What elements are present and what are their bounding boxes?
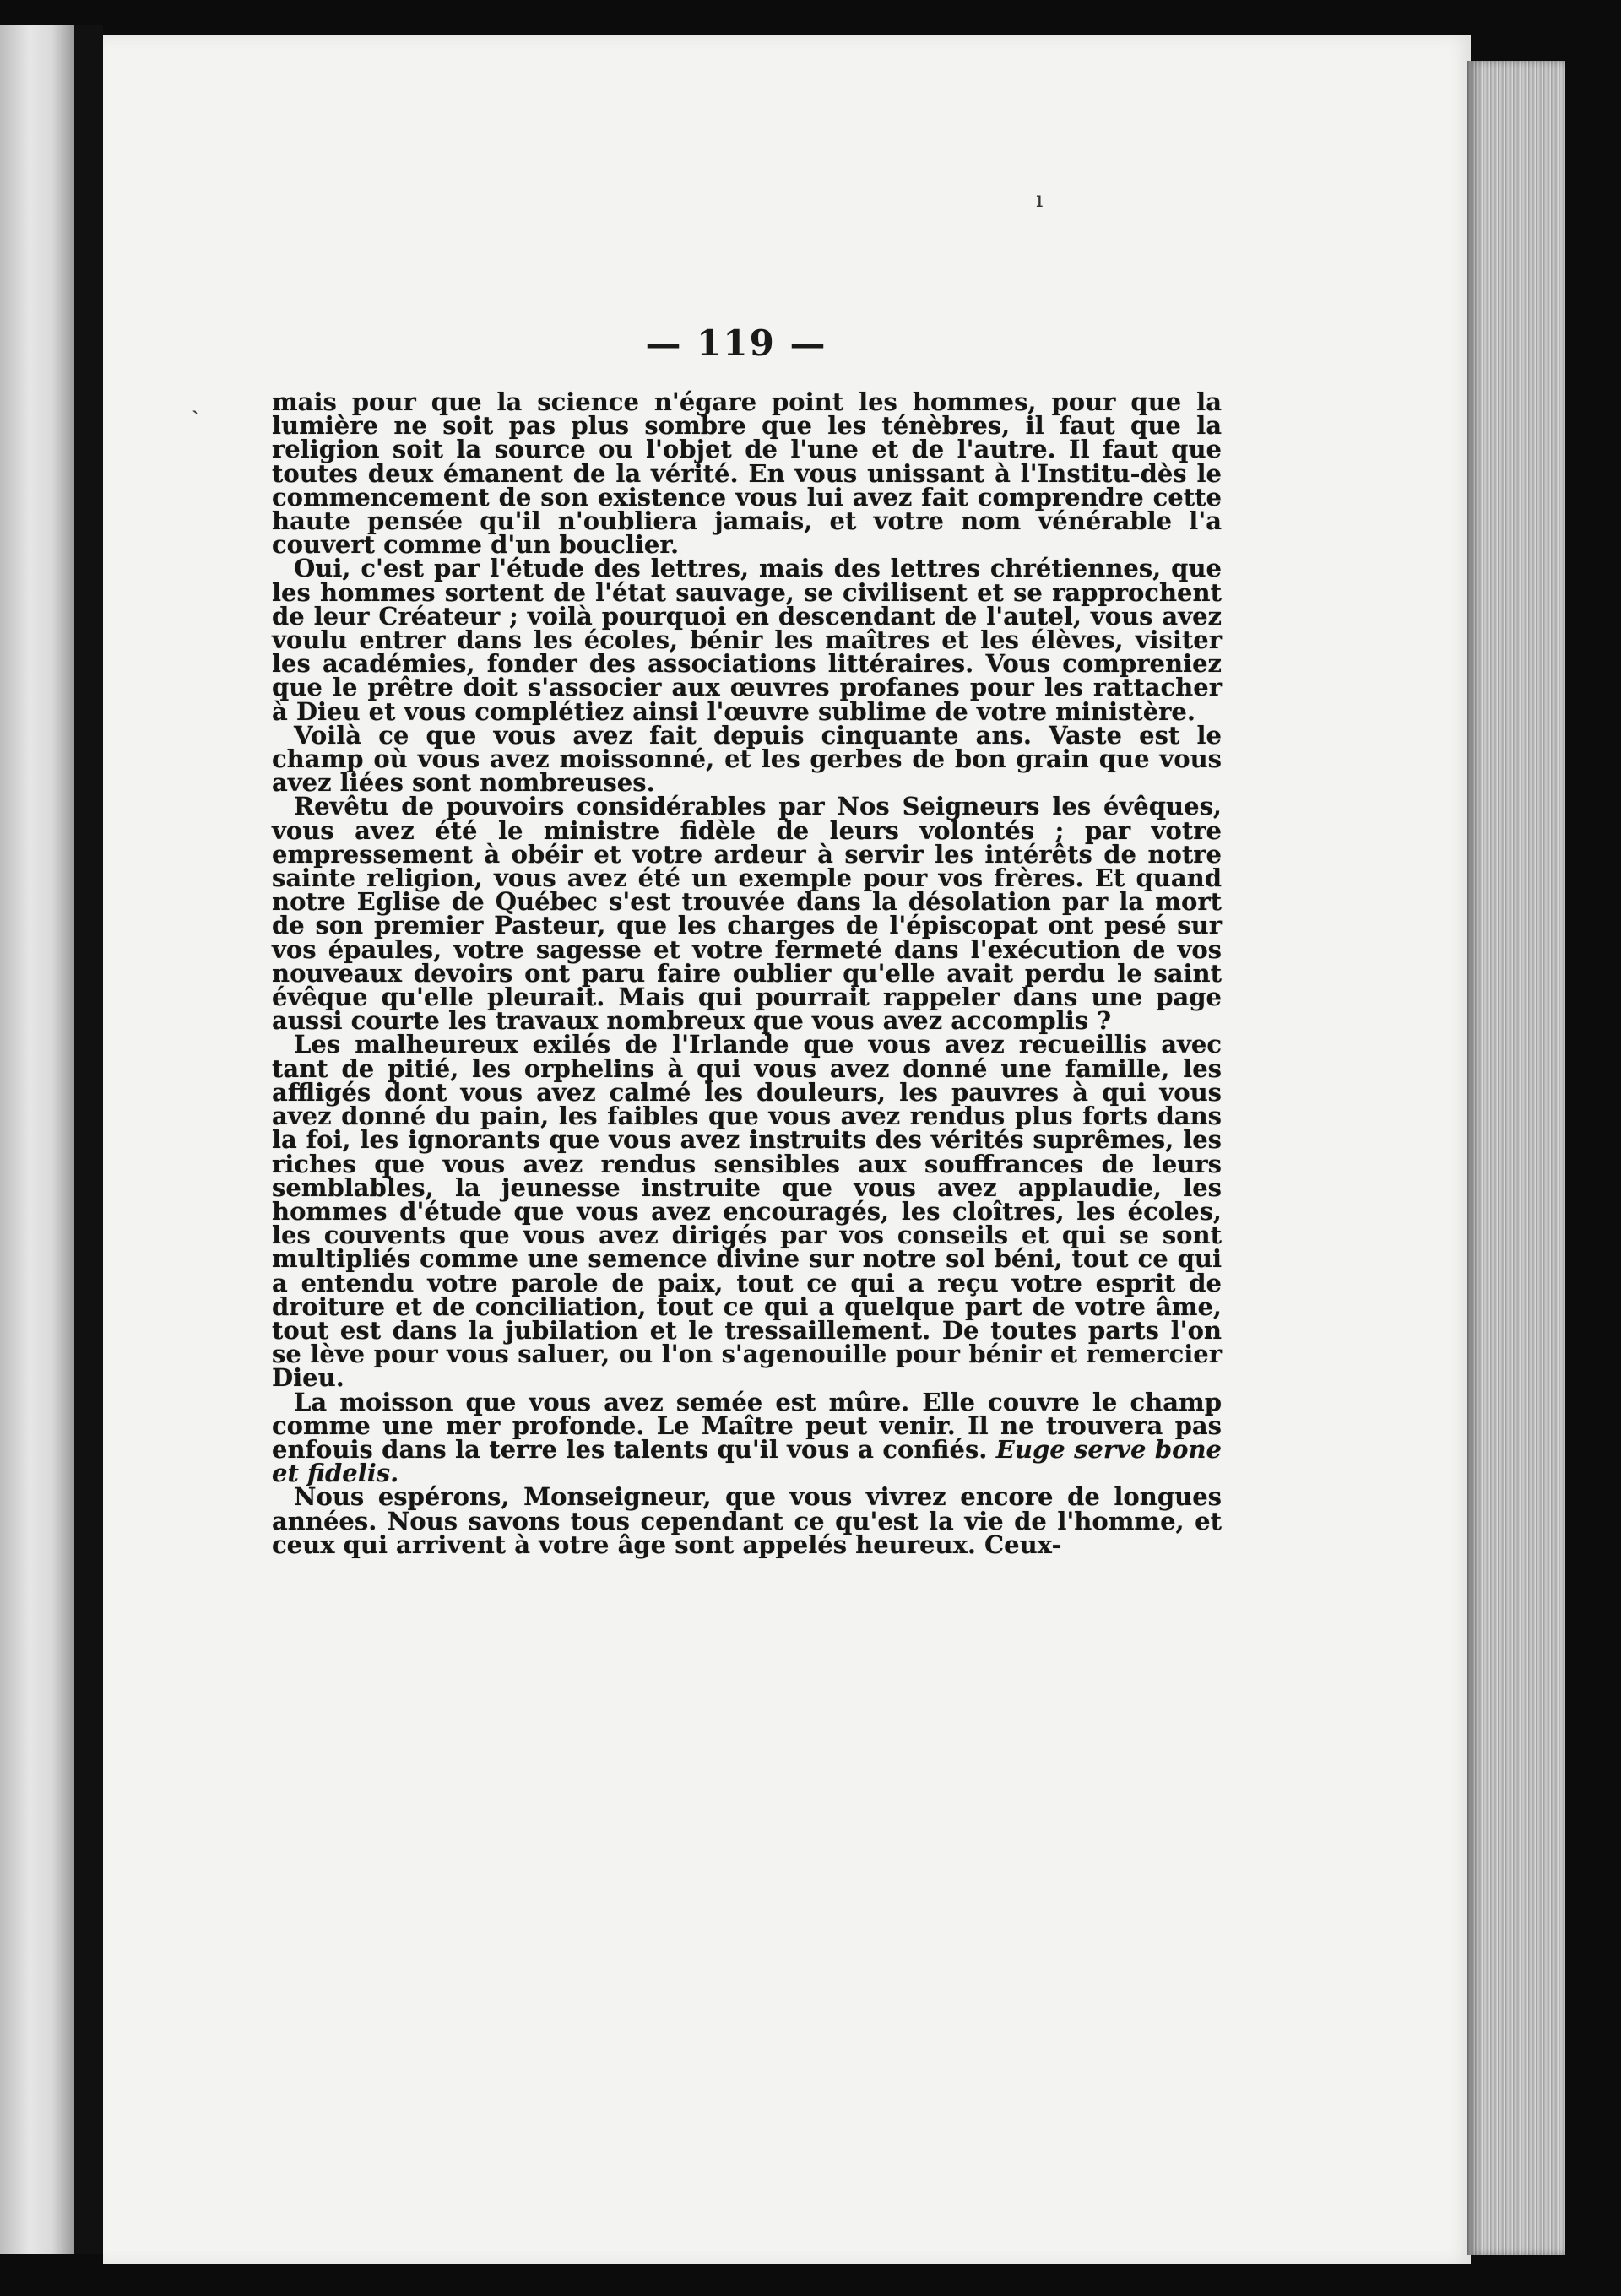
- page-number: — 119 —: [645, 322, 827, 364]
- speck: ı: [1036, 187, 1044, 213]
- paragraph-text: La moisson que vous avez semée est mûre. Elle couvre le champ comme une mer profonde. Le Maître peut venir. Il ne trouvera pas enfouis dans la terre les talents qu'il vous a confiés.: [272, 1387, 1222, 1464]
- book-page: [103, 35, 1471, 2264]
- paragraph: Oui, c'est par l'étude des lettres, mais des lettres chrétiennes, que les hommes sortent de l'état sauvage, se civilisent et se rapprochent de leur Créateur ; voilà pourquoi en descendant de l'autel, vous avez voulu entrer dans les écoles, bénir les maîtres et les élèves, visiter les académies, fonder des associations littéraires. Vous compreniez que le prêtre doit s'associer aux œuvres profanes pour les rattacher à Dieu et vous complétiez ainsi l'œuvre sublime de votre ministère.: [272, 554, 1222, 726]
- paragraph: mais pour que la science n'égare point les hommes, pour que la lumière ne soit pas plus sombre que les ténèbres, il faut que la religion soit la source ou l'objet de l'une et de l'autre. Il faut que toutes deux émanent de la vérité. En vous unissant à l'Institu-dès le commencement de son existence vous lui avez fait comprendre cette haute pensée qu'il n'oubliera jamais, et votre nom vénérable l'a couvert comme d'un bouclier.: [272, 387, 1222, 560]
- paragraph: Les malheureux exilés de l'Irlande que vous avez recueillis avec tant de pitié, les orphelins à qui vous avez donné une famille, les affligés dont vous avez calmé les douleurs, les pauvres à qui vous avez donné du pain, les faibles que vous avez rendus plus forts dans la foi, les ignorants que vous avez instruits des vérités suprêmes, les riches que vous avez rendus sensibles aux souffrances de leurs semblables, la jeunesse instruite que vous avez applaudie, les hommes d'étude que vous avez encouragés, les cloîtres, les écoles, les couvents que vous avez dirigés par vos conseils et qui se sont multipliés comme une semence divine sur notre sol béni, tout ce qui a entendu votre parole de paix, tout ce qui a reçu votre esprit de droiture et de conciliation, tout ce qui a quelque part de votre âme, tout est dans la jubilation et le tressaillement. De toutes parts l'on se lève pour vous saluer, ou l'on s'agenouille pour bénir et remercier Dieu.: [272, 1030, 1222, 1393]
- latin-quote: Euge serve bone et fidelis.: [272, 1434, 1222, 1488]
- previous-page-edge: [0, 25, 74, 2254]
- speck: ˎ: [192, 390, 199, 415]
- page-stack-edge: [1467, 61, 1565, 2255]
- body-text: [272, 387, 1222, 1559]
- paragraph: [272, 1387, 1222, 1488]
- paragraph: Revêtu de pouvoirs considérables par Nos Seigneurs les évêques, vous avez été le ministre fidèle de leurs volontés ; par votre empressement à obéir et votre ardeur à servir les intérêts de notre sainte religion, vous avez été un exemple pour vos frères. Et quand notre Eglise de Québec s'est trouvée dans la désolation par la mort de son premier Pasteur, que les charges de l'épiscopat ont pesé sur vos épaules, votre sagesse et votre fermeté dans l'exécution de vos nouveaux devoirs ont paru faire oublier qu'elle avait perdu le saint évêque qu'elle pleurait. Mais qui pourrait rappeler dans une page aussi courte les travaux nombreux que vous avez accomplis ?: [272, 792, 1222, 1036]
- page-gutter: [74, 25, 103, 2254]
- paragraph: Nous espérons, Monseigneur, que vous vivrez encore de longues années. Nous savons tous cependant ce qu'est la vie de l'homme, et ceux qui arrivent à votre âge sont appelés heureux. Ceux-: [272, 1482, 1222, 1559]
- paragraph: Voilà ce que vous avez fait depuis cinquante ans. Vaste est le champ où vous avez moissonné, et les gerbes de bon grain que vous avez liées sont nombreuses.: [272, 720, 1222, 798]
